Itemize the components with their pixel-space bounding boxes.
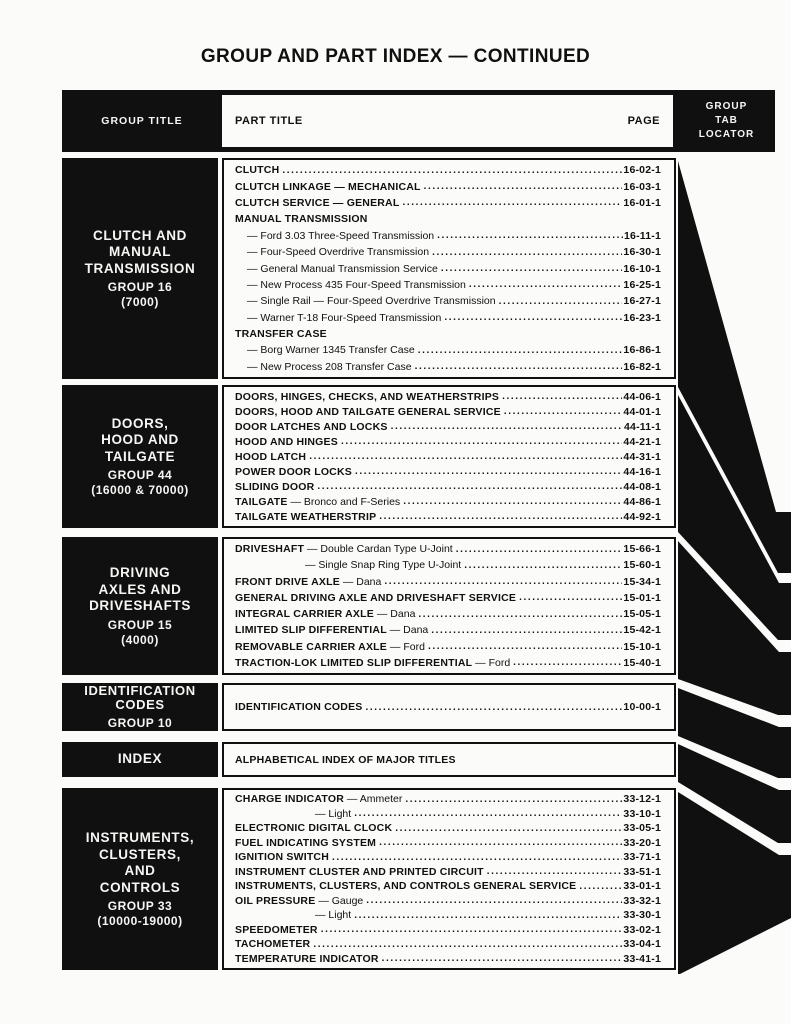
entry-title-bold: FRONT DRIVE AXLE	[235, 575, 340, 588]
entry-title-bold: POWER DOOR LOCKS	[235, 465, 352, 478]
entry-title-bold: ALPHABETICAL INDEX OF MAJOR TITLES	[235, 753, 456, 766]
page-number: 33-41-1	[623, 952, 661, 965]
page-number: 15-10-1	[623, 640, 661, 653]
entry-title-bold: FUEL INDICATING SYSTEM	[235, 836, 377, 849]
page-number: 16-82-1	[623, 360, 661, 373]
dot-leader	[424, 181, 623, 192]
dot-leader	[402, 197, 622, 208]
part-title-label: PART TITLE	[235, 115, 303, 127]
page-number: 15-40-1	[623, 656, 661, 669]
page-number: 16-11-1	[623, 229, 661, 242]
dot-leader	[464, 560, 622, 571]
group-number: GROUP 15	[107, 617, 173, 632]
group-title-line: CLUSTERS,	[99, 846, 181, 862]
section-driving-axles-and-driveshafts	[62, 537, 676, 675]
page-number: 16-02-1	[623, 164, 661, 177]
entry-title-bold: INSTRUMENT CLUSTER AND PRINTED CIRCUIT	[235, 865, 484, 878]
entry-title	[235, 344, 415, 356]
index-row	[235, 434, 661, 449]
dot-leader	[403, 496, 622, 507]
entry-title	[235, 576, 381, 588]
group-title-line: DRIVING	[109, 565, 171, 581]
page-number: 44-21-1	[623, 435, 661, 448]
entry-title-regular: — Ford	[472, 656, 511, 669]
section-index	[62, 742, 676, 777]
page-number: 16-27-1	[623, 295, 661, 308]
entry-title-bold: TACHOMETER	[235, 938, 311, 951]
entry-title	[235, 213, 368, 225]
dot-leader	[405, 794, 622, 805]
entry-title-bold: TEMPERATURE INDICATOR	[235, 952, 379, 965]
entry-title	[235, 657, 510, 669]
index-row	[235, 389, 661, 404]
page-number: 16-23-1	[623, 311, 661, 324]
dot-leader	[519, 592, 622, 603]
index-row	[235, 746, 661, 773]
entry-title-regular: — Dana	[386, 624, 429, 637]
entry-title-bold: SLIDING DOOR	[235, 480, 315, 493]
group-title-line: IDENTIFICATION	[84, 682, 196, 698]
index-row	[235, 178, 661, 194]
entry-title	[235, 851, 329, 863]
dot-leader	[321, 924, 623, 935]
group-title-line: INDEX	[117, 751, 163, 767]
index-row	[235, 937, 661, 952]
entry-title	[235, 837, 376, 849]
index-row	[235, 821, 661, 836]
dot-leader	[437, 230, 623, 241]
entry-title	[235, 592, 516, 604]
entry-title-bold: TAILGATE	[235, 495, 288, 508]
page-number: 44-06-1	[623, 390, 661, 403]
page-number: 15-34-1	[623, 575, 661, 588]
entry-title	[235, 608, 415, 620]
index-row	[235, 923, 661, 938]
dot-leader	[441, 263, 623, 274]
entry-title	[235, 451, 306, 463]
group-part-range: (7000)	[121, 295, 159, 310]
entry-title-regular: — Gauge	[315, 894, 364, 907]
index-row	[235, 479, 661, 494]
index-row	[235, 342, 661, 358]
index-row	[235, 310, 661, 326]
entry-title	[235, 263, 438, 275]
index-row	[235, 449, 661, 464]
entry-title-bold: DOOR LATCHES AND LOCKS	[235, 420, 388, 433]
index-row	[235, 195, 661, 211]
dot-leader	[487, 866, 623, 877]
page-number: 44-11-1	[623, 420, 661, 433]
entry-title	[235, 511, 376, 523]
index-row	[235, 850, 661, 865]
part-title-list	[222, 537, 676, 675]
entry-title-regular: — Double Cardan Type U-Joint	[304, 543, 453, 556]
index-row	[235, 162, 661, 178]
group-number: GROUP 33	[107, 899, 173, 913]
group-title-label: GROUP TITLE	[101, 115, 183, 127]
entry-title-regular: — Bronco and F-Series	[287, 495, 401, 508]
section-instruments-clusters-and-controls	[62, 788, 676, 970]
index-row	[235, 494, 661, 509]
index-row	[235, 622, 661, 638]
entry-title	[235, 164, 279, 176]
group-part-range: (4000)	[121, 632, 159, 647]
dot-leader	[366, 895, 622, 906]
entry-title-bold: TRANSFER CASE	[235, 328, 327, 341]
page-number: 33-02-1	[623, 923, 661, 936]
entry-title	[235, 866, 484, 878]
index-row	[235, 326, 661, 342]
entry-title	[235, 559, 461, 571]
section-clutch-and-manual-transmission	[62, 158, 676, 379]
group-number: GROUP 16	[107, 280, 173, 295]
dot-leader	[332, 852, 622, 863]
page-number: 33-05-1	[623, 822, 661, 835]
entry-title-bold: IGNITION SWITCH	[235, 851, 329, 864]
index-row	[235, 419, 661, 434]
entry-title	[235, 624, 428, 636]
entry-title	[235, 938, 310, 950]
index-row	[235, 894, 661, 909]
group-title-line: HOOD AND	[101, 432, 179, 448]
page-number: 16-25-1	[623, 278, 661, 291]
group-title-box	[62, 537, 218, 675]
page-number: 44-01-1	[623, 405, 661, 418]
group-title-line: AND	[124, 863, 156, 878]
entry-title-bold: LIMITED SLIP DIFFERENTIAL	[235, 624, 387, 637]
entry-title-bold: INTEGRAL CARRIER AXLE	[235, 608, 374, 621]
dot-leader	[354, 808, 622, 819]
entry-title	[235, 701, 362, 713]
entry-title	[235, 406, 501, 418]
entry-title-bold: HOOD AND HINGES	[235, 435, 338, 448]
entry-title-regular: — Ford	[387, 640, 425, 653]
entry-title-bold: TRACTION-LOK LIMITED SLIP DIFFERENTIAL	[235, 656, 473, 669]
dot-leader	[384, 576, 622, 587]
entry-title	[235, 793, 402, 805]
dot-leader	[282, 165, 622, 176]
dot-leader	[341, 436, 622, 447]
part-title-list	[222, 788, 676, 970]
group-title-line: AXLES AND	[98, 581, 182, 597]
dot-leader	[432, 247, 622, 258]
entry-title-bold: IDENTIFICATION CODES	[235, 701, 363, 713]
dot-leader	[499, 296, 623, 307]
index-row	[235, 879, 661, 894]
index-row	[235, 211, 661, 227]
page-number: 33-20-1	[623, 836, 661, 849]
entry-title	[235, 466, 352, 478]
entry-title-bold: ELECTRONIC DIGITAL CLOCK	[235, 822, 393, 835]
entry-title-regular: — Dana	[373, 608, 416, 621]
index-row	[235, 639, 661, 655]
entry-title-regular: — Ammeter	[343, 793, 403, 806]
entry-title-bold: DOORS, HOOD AND TAILGATE GENERAL SERVICE	[235, 405, 501, 418]
dot-leader	[504, 406, 623, 417]
dot-leader	[379, 511, 622, 522]
entry-title-bold: DRIVESHAFT	[235, 543, 305, 556]
index-row	[235, 836, 661, 851]
group-title-box	[62, 158, 218, 379]
entry-title-regular: — Single Rail — Four-Speed Overdrive Transmission	[247, 295, 496, 308]
section-identification-codes	[62, 683, 676, 731]
index-row	[235, 865, 661, 880]
entry-title-bold: CLUTCH SERVICE — GENERAL	[235, 196, 400, 209]
index-row	[235, 952, 661, 967]
page-number: 44-86-1	[623, 495, 661, 508]
dot-leader	[365, 702, 622, 713]
dot-leader	[391, 421, 623, 432]
dot-leader	[513, 657, 622, 668]
entry-title-bold: OIL PRESSURE	[235, 894, 316, 907]
entry-title-bold: MANUAL TRANSMISSION	[235, 213, 368, 226]
entry-title-bold: HOOD LATCH	[235, 450, 307, 463]
page-number: 16-30-1	[623, 246, 661, 259]
entry-title-regular: — General Manual Transmission Service	[247, 262, 438, 275]
dot-leader	[309, 451, 622, 462]
page-number: 16-86-1	[623, 344, 661, 357]
dot-leader	[415, 361, 623, 372]
entry-title	[235, 808, 351, 820]
group-title-line: MANUAL	[108, 244, 172, 260]
part-title-list	[222, 742, 676, 777]
entry-title-regular: — Borg Warner 1345 Transfer Case	[247, 344, 415, 357]
index-row	[235, 541, 661, 557]
entry-title	[235, 953, 379, 965]
page-number: 15-42-1	[623, 624, 661, 637]
entry-title-bold: SPEEDOMETER	[235, 923, 318, 936]
page-number: 16-10-1	[623, 262, 661, 275]
entry-title-regular: — Ford 3.03 Three-Speed Transmission	[247, 229, 435, 242]
dot-leader	[313, 939, 622, 950]
entry-title-regular: — New Process 208 Transfer Case	[247, 360, 412, 373]
entry-title-bold: REMOVABLE CARRIER AXLE	[235, 640, 387, 653]
page-number: 15-05-1	[623, 608, 661, 621]
entry-title	[235, 312, 441, 324]
part-title-list	[222, 683, 676, 731]
group-title-line: TRANSMISSION	[84, 260, 196, 276]
dot-leader	[456, 544, 623, 555]
dot-leader	[379, 837, 622, 848]
entry-title-bold: TAILGATE WEATHERSTRIP	[235, 510, 377, 523]
page-number: 44-16-1	[623, 465, 661, 478]
entry-title	[235, 181, 421, 193]
page-number: 16-03-1	[623, 180, 661, 193]
page-number: 10-00-1	[623, 701, 661, 713]
group-part-range: (10000-19000)	[97, 914, 183, 928]
index-row	[235, 606, 661, 622]
page-number: 33-51-1	[623, 865, 661, 878]
part-title-list	[222, 158, 676, 379]
index-row	[235, 908, 661, 923]
entry-title	[235, 909, 351, 921]
page-number: 33-10-1	[623, 807, 661, 820]
entry-title	[235, 641, 425, 653]
group-title-box	[62, 385, 218, 528]
group-title-line: CLUTCH AND	[93, 227, 187, 243]
page-number: 15-66-1	[623, 543, 661, 556]
dot-leader	[469, 279, 623, 290]
page-number: 15-60-1	[623, 559, 661, 572]
index-row	[235, 807, 661, 822]
part-title-list	[222, 385, 676, 528]
entry-title	[235, 895, 363, 907]
dot-leader	[579, 881, 622, 892]
dot-leader	[431, 625, 622, 636]
index-row	[235, 687, 661, 727]
group-part-range: (16000 & 70000)	[91, 483, 189, 498]
entry-title-regular: — Light	[315, 807, 352, 820]
index-row	[235, 359, 661, 375]
entry-title	[235, 361, 412, 373]
entry-title	[235, 754, 456, 766]
dot-leader	[418, 609, 622, 620]
index-row	[235, 293, 661, 309]
entry-title	[235, 246, 429, 258]
index-row	[235, 557, 661, 573]
index-row	[235, 509, 661, 524]
entry-title-bold: CHARGE INDICATOR	[235, 793, 344, 806]
entry-title-bold: CLUTCH	[235, 164, 280, 177]
entry-title	[235, 543, 453, 555]
page-number: 33-01-1	[623, 880, 661, 893]
entry-title	[235, 328, 327, 340]
index-row	[235, 404, 661, 419]
group-title-line: DOORS,	[111, 415, 169, 431]
index-row	[235, 464, 661, 479]
group-title-line: CONTROLS	[99, 879, 181, 895]
entry-title-bold: INSTRUMENTS, CLUSTERS, AND CONTROLS GENERAL SERVICE	[235, 880, 577, 893]
dot-leader	[418, 345, 623, 356]
dot-leader	[502, 391, 622, 402]
group-title-box	[62, 683, 218, 731]
index-row	[235, 574, 661, 590]
entry-title	[235, 230, 434, 242]
page-number: 44-31-1	[623, 450, 661, 463]
page-title: GROUP AND PART INDEX — CONTINUED	[200, 46, 591, 67]
dot-leader	[355, 466, 622, 477]
group-number: GROUP 44	[107, 468, 173, 483]
dot-leader	[382, 953, 623, 964]
entry-title	[235, 295, 496, 307]
dot-leader	[428, 641, 622, 652]
page-number: 44-92-1	[623, 510, 661, 523]
page-number: 33-12-1	[623, 793, 661, 806]
section-doors-hood-and-tailgate	[62, 385, 676, 528]
tab-locator-line: TAB	[715, 115, 738, 126]
page-number: 33-04-1	[623, 938, 661, 951]
entry-title	[235, 822, 392, 834]
index-row	[235, 655, 661, 671]
page-number: 15-01-1	[623, 591, 661, 604]
dot-leader	[354, 910, 622, 921]
group-title-box	[62, 742, 218, 777]
entry-title-bold: DOORS, HINGES, CHECKS, AND WEATHERSTRIPS	[235, 390, 500, 403]
index-row	[235, 590, 661, 606]
tab-locator-line: LOCATOR	[698, 129, 755, 140]
page-label: PAGE	[627, 115, 660, 127]
entry-title	[235, 279, 466, 291]
entry-title	[235, 436, 338, 448]
group-title-line: DRIVESHAFTS	[89, 598, 191, 614]
page-number: 16-01-1	[623, 196, 661, 209]
tab-locator-line: GROUP	[705, 101, 748, 112]
group-title-line: INSTRUMENTS,	[85, 830, 195, 845]
index-row	[235, 260, 661, 276]
dot-leader	[395, 823, 622, 834]
entry-title-bold: CLUTCH LINKAGE — MECHANICAL	[235, 180, 421, 193]
index-row	[235, 792, 661, 807]
entry-title	[235, 197, 399, 209]
entry-title	[235, 924, 318, 936]
index-row	[235, 277, 661, 293]
index-row	[235, 228, 661, 244]
dot-leader	[444, 312, 622, 323]
entry-title	[235, 421, 388, 433]
entry-title-regular: — Four-Speed Overdrive Transmission	[247, 246, 430, 259]
page-number: 33-71-1	[623, 851, 661, 864]
group-title-box	[62, 788, 218, 970]
page-number: 33-30-1	[623, 909, 661, 922]
entry-title	[235, 496, 400, 508]
entry-title-regular: — New Process 435 Four-Speed Transmission	[247, 278, 466, 291]
group-title-line: CODES	[115, 697, 165, 712]
dot-leader	[317, 481, 622, 492]
entry-title-bold: GENERAL DRIVING AXLE AND DRIVESHAFT SERVICE	[235, 591, 517, 604]
group-title-line: TAILGATE	[104, 448, 176, 464]
entry-title-regular: — Single Snap Ring Type U-Joint	[305, 559, 462, 572]
entry-title-regular: — Light	[315, 909, 352, 922]
page-number: 33-32-1	[623, 894, 661, 907]
entry-title-regular: — Dana	[339, 575, 382, 588]
entry-title-regular: — Warner T-18 Four-Speed Transmission	[247, 311, 442, 324]
index-row	[235, 244, 661, 260]
group-number: GROUP 10	[107, 715, 173, 730]
entry-title	[235, 391, 499, 403]
entry-title	[235, 880, 576, 892]
entry-title	[235, 481, 314, 493]
page-number: 44-08-1	[623, 480, 661, 493]
